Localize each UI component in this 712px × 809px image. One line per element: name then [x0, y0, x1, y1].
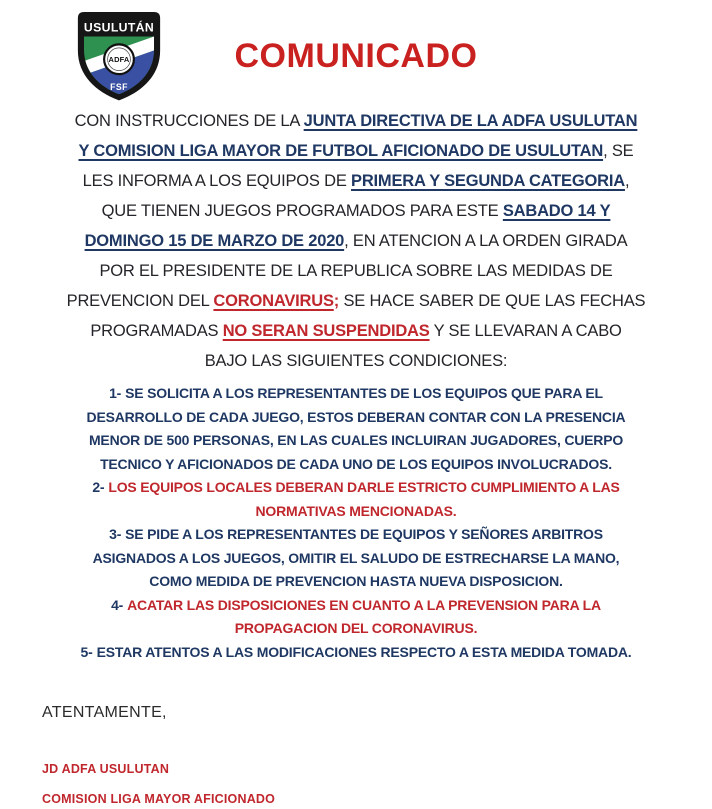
paragraph-line: BAJO LAS SIGUIENTES CONDICIONES:: [204, 352, 508, 370]
condition-line: DESARROLLO DE CADA JUEGO, ESTOS DEBERAN CONTAR CON LA PRESENCIA: [86, 408, 626, 425]
signature-line-comision: COMISION LIGA MAYOR AFICIONADO: [42, 792, 276, 806]
signature-block: [42, 754, 712, 809]
condition-line: COMO MEDIDA DE PREVENCION HASTA NUEVA DISPOSICION.: [149, 573, 563, 589]
condition-line: PROPAGACION DEL CORONAVIRUS.: [234, 620, 478, 636]
condition-line: NORMATIVAS MENCIONADAS.: [255, 502, 457, 519]
communique-title: COMUNICADO: [234, 37, 478, 75]
condition-line: MENOR DE 500 PERSONAS, EN LAS CUALES INCLUIRAN JUGADORES, CUERPO: [88, 432, 624, 448]
condition-line: 2- LOS EQUIPOS LOCALES DEBERAN DARLE ESTRICTO CUMPLIMIENTO A LAS: [92, 479, 620, 495]
paragraph-line: POR EL PRESIDENTE DE LA REPUBLICA SOBRE LAS MEDIDAS DE: [99, 262, 613, 280]
logo-adfa-text: ADFA: [108, 54, 130, 64]
logo-usulutan-text: USULUTÁN: [83, 20, 155, 35]
condition-line: 4- ACATAR LAS DISPOSICIONES EN CUANTO A LA PREVENSION PARA LA: [111, 596, 601, 613]
closing-salutation: ATENTAMENTE,: [42, 704, 167, 721]
communique-paragraph: [0, 106, 712, 376]
paragraph-line: QUE TIENEN JUEGOS PROGRAMADOS PARA ESTE SABADO 14 Y: [101, 202, 611, 220]
paragraph-line: CON INSTRUCCIONES DE LA JUNTA DIRECTIVA DE LA ADFA USULUTAN: [74, 112, 638, 130]
paragraph-line: DOMINGO 15 DE MARZO DE 2020, EN ATENCION A LA ORDEN GIRADA: [84, 232, 628, 250]
paragraph-line: PREVENCION DEL CORONAVIRUS; SE HACE SABER DE QUE LAS FECHAS: [66, 292, 646, 310]
conditions-list: [0, 382, 712, 664]
adfa-usulutan-shield-logo: [57, 5, 181, 103]
condition-line: ASIGNADOS A LOS JUEGOS, OMITIR EL SALUDO DE ESTRECHARSE LA MANO,: [92, 549, 620, 566]
paragraph-line: PROGRAMADAS NO SERAN SUSPENDIDAS Y SE LLEVARAN A CABO: [90, 322, 622, 340]
condition-line: TECNICO Y AFICIONADOS DE CADA UNO DE LOS EQUIPOS INVOLUCRADOS.: [100, 455, 612, 472]
paragraph-line: Y COMISION LIGA MAYOR DE FUTBOL AFICIONADO DE USULUTAN, SE: [78, 142, 634, 160]
condition-line: 5- ESTAR ATENTOS A LAS MODIFICACIONES RESPECTO A ESTA MEDIDA TOMADA.: [80, 643, 632, 660]
logo-fsf-text: FSF: [110, 81, 128, 92]
condition-line: 1- SE SOLICITA A LOS REPRESENTANTES DE LOS EQUIPOS QUE PARA EL: [109, 385, 603, 401]
paragraph-line: LES INFORMA A LOS EQUIPOS DE PRIMERA Y SEGUNDA CATEGORIA,: [82, 172, 630, 190]
condition-line: 3- SE PIDE A LOS REPRESENTANTES DE EQUIPOS Y SEÑORES ARBITROS: [109, 526, 603, 542]
signature-line-jd-adfa: JD ADFA USULUTAN: [42, 762, 170, 776]
